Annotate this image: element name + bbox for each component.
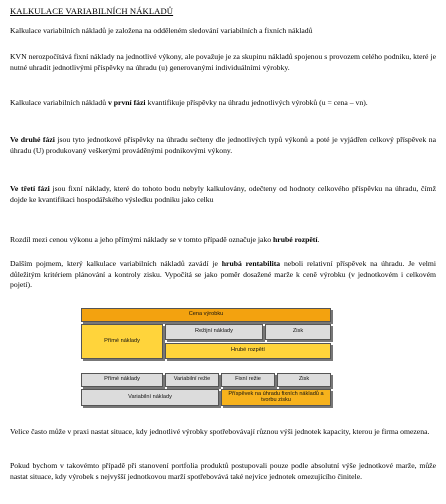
text-run: kvantifikuje příspěvky na úhradu jednotlivých výrobků (u = cena – vn). (145, 98, 368, 107)
paragraph-portfolio: Pokud bychom v takovémto případě při stanovení portfolia produktů postupovali pouze podle absolutní výše jednotkové marže, může nastat situace, kdy výrobek s nejvyšší jednotkovou marží spotřebovává také nejvíce jednotek omezujícího činitele. (10, 461, 436, 481)
diagram-cena-vyrobku: Cena výrobku (81, 308, 331, 322)
text-run: jsou tyto jednotkové příspěvky na úhradu sečteny dle jednotlivých typů výkonů a poté je vyjádřen celkový příspěvek na úhradu (U) produkovaný veškerými prováděnými podnikovými výkony. (10, 135, 436, 155)
text-run: neboli relativní příspěvek na úhradu. Je velmi důležitým kritériem plánování a kontroly zisku. Vypočítá se jako poměr dosažené marže k ceně výrobku (v jednotkovém i celkovém pojetí). (10, 259, 436, 290)
text-run: Dalším pojmem, který kalkulace variabilních nákladů zavádí je (10, 259, 222, 268)
paragraph-first-phase (10, 98, 436, 109)
diagram-prispevek-na-uhradu: Příspěvek na úhradu fixních nákladů a tvorbu zisku (221, 389, 331, 406)
diagram-hrube-rozpeti: Hrubé rozpětí (165, 343, 331, 359)
diagram-zisk-bottom: Zisk (277, 373, 331, 387)
bold-term-third-phase: Ve třetí fázi (10, 184, 50, 193)
paragraph-second-phase (10, 135, 436, 156)
paragraph-third-phase (10, 184, 436, 205)
diagram-prime-naklady-top: Přímé náklady (81, 324, 163, 359)
bold-term-first-phase: v první fázi (107, 98, 146, 107)
text-run: Rozdíl mezi cenou výkonu a jeho přímými náklady se v tomto případě označuje jako (10, 235, 274, 244)
paragraph-intro: Kalkulace variabilních nákladů je založena na odděleném sledování variabilních a fixních nákladů (10, 26, 313, 35)
text-run: jsou fixní náklady, které do tohoto bodu nebyly kalkulovány, odečteny od hodnoty celkového příspěvku na úhradu, čímž dojde ke kvantifikaci hospodářského výsledku podniku jako celku (10, 184, 436, 204)
bold-term-second-phase: Ve druhé fázi (10, 135, 55, 144)
diagram-zisk-top: Zisk (265, 324, 331, 340)
paragraph-capacity: Velice často může v praxi nastat situace, kdy jednotlivé výrobky spotřebovávají různou výši jednotek kapacity, kterou je firma omezena. (10, 427, 430, 436)
diagram-variabilni-rezie: Variabilní režie (165, 373, 219, 387)
paragraph-gross-profitability (10, 259, 436, 291)
text-run: Kalkulace variabilních nákladů (10, 98, 108, 107)
bold-term-gross-profitability: hrubá rentabilita (221, 259, 281, 268)
bold-term-gross-margin: hrubé rozpětí (273, 235, 318, 244)
diagram-prime-naklady-bottom: Přímé náklady (81, 373, 163, 387)
paragraph-gross-margin (10, 235, 436, 246)
diagram-variabilni-naklady: Variabilní náklady (81, 389, 219, 406)
diagram-rezijni-naklady: Režijní náklady (165, 324, 263, 340)
diagram-fixni-rezie: Fixní režie (221, 373, 275, 387)
text-run: . (317, 235, 320, 244)
paragraph-kvn: KVN nerozpočítává fixní náklady na jednotlivé výkony, ale považuje je za skupinu nákladů spojenou s provozem celého podniku, které je nutné uhradit jednotlivými příspěvky na úhradu (u) generovanými individuálními výrobky. (10, 52, 436, 72)
page-title: KALKULACE VARIABILNÍCH NÁKLADŮ (10, 6, 174, 16)
